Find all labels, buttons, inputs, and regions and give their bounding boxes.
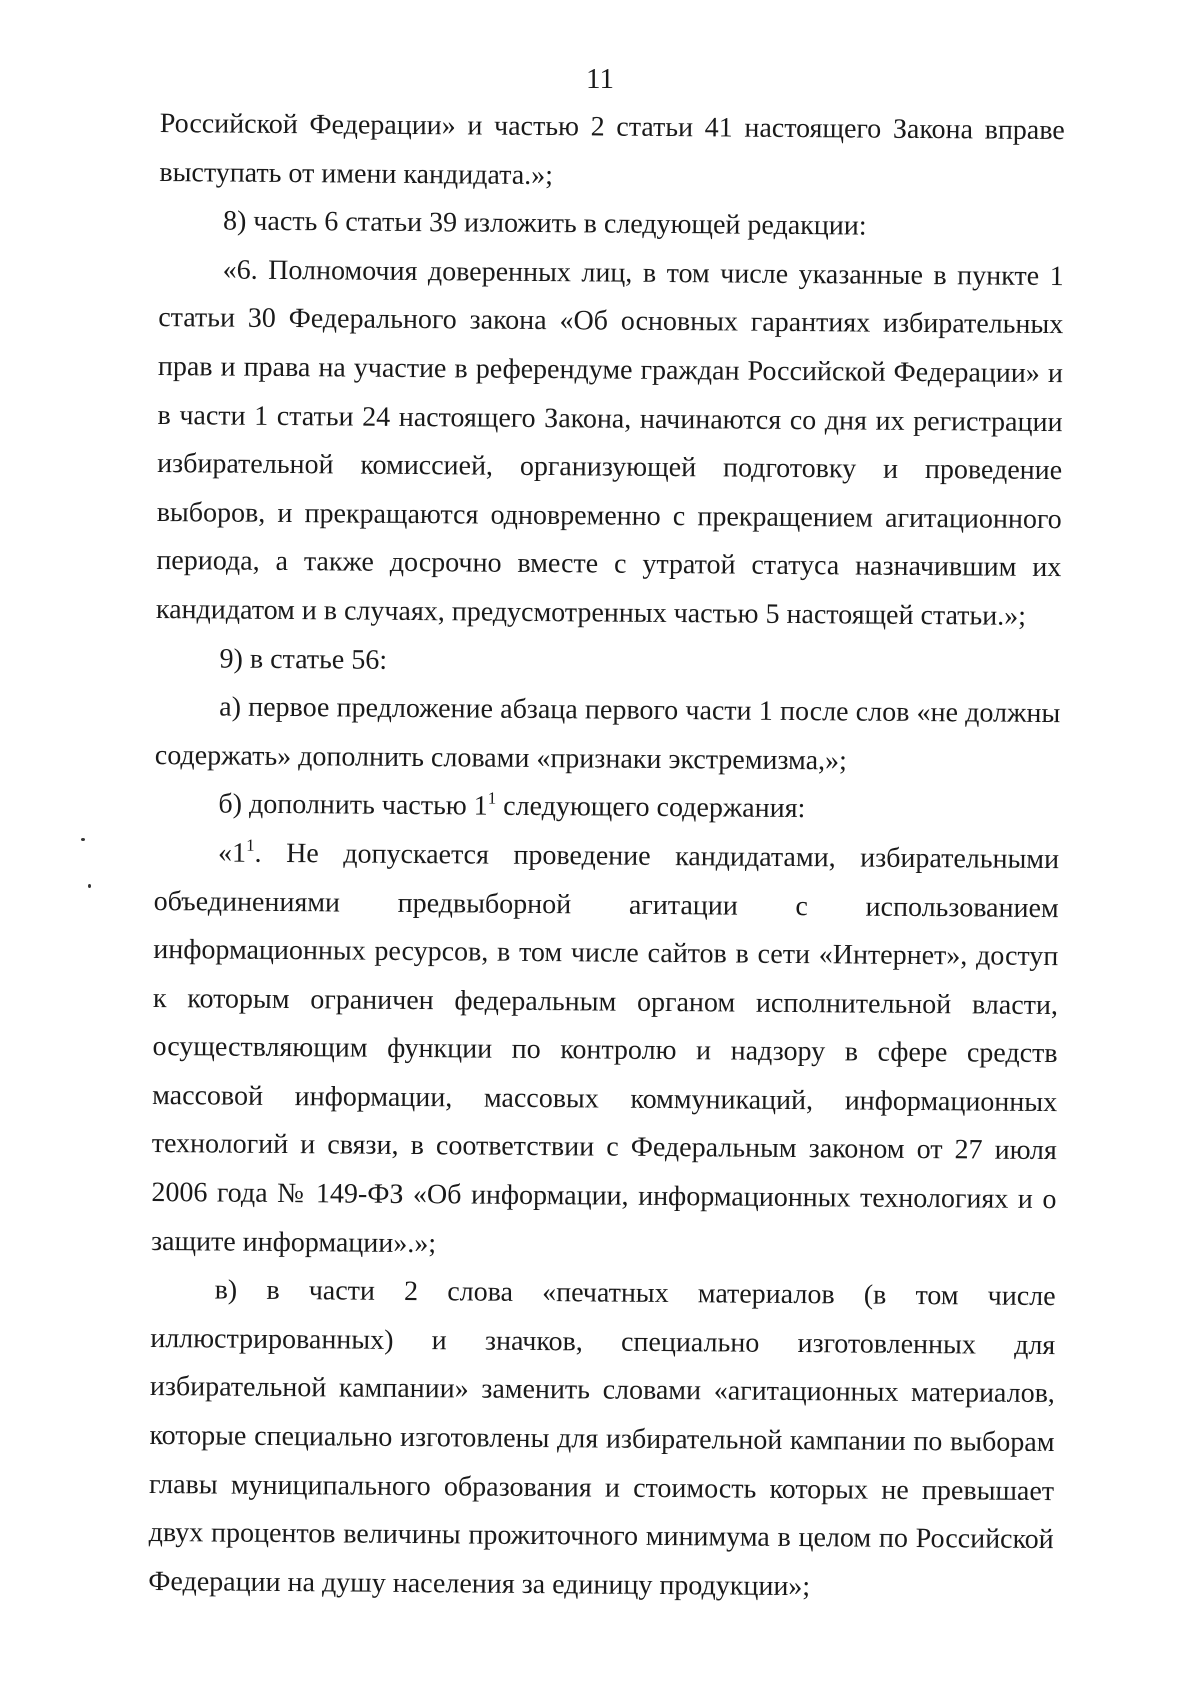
- paragraph-subitem-b-tail: следующего содержания:: [496, 790, 806, 825]
- paragraph-subitem-v: в) в части 2 слова «печатных материалов (в том числе иллюстрированных) и значков, специально изготовленных для избирательной кампании» заменить словами «агитационных материалов, которые специально изготовлены для избирательной кампании по выборам главы муниципального образования и стоимость которых не превышает двух процентов величины прожиточного минимума в целом по Российской Федерации на душу населения за единицу продукции»;: [148, 1274, 1056, 1602]
- paragraph-part-1-1-start: «1: [217, 837, 247, 869]
- paragraph-part-1-1-text: [151, 829, 1059, 1273]
- paragraph-subitem-a: а) первое предложение абзаца первого части 1 после слов «не должны содержать» дополнить словами «признаки экстремизма,»;: [154, 691, 1061, 777]
- scan-speck: [88, 884, 91, 888]
- paragraph-item-8: 8) часть 6 статьи 39 изложить в следующей редакции:: [222, 205, 867, 242]
- paragraph-part-1-1-body: . Не допускается проведение кандидатами, избирательными объединениями предвыборной агитации с использованием информационных ресурсов, в том числе сайтов в сети «Интернет», доступ к которым ограничен федеральным органом исполнительной власти, осуществляющим функции по контролю и надзору в сфере средств массовой информации, массовых коммуникаций, информационных технологий и связи, в соответствии с Федеральным законом от 27 июля 2006 года № 149-ФЗ «Об информации, информационных технологиях и о защите информации».»;: [150, 837, 1060, 1259]
- superscript-marker: 1: [246, 835, 255, 855]
- document-body: [148, 100, 1065, 1613]
- paragraph-subitem-b: [154, 780, 1059, 836]
- superscript-marker: 1: [487, 788, 497, 808]
- paragraph-continuation: Российской Федерации» и частью 2 статьи 41 настоящего Закона вправе выступать от имени кандидата.»;: [159, 107, 1065, 191]
- paragraph-item-9: 9) в статье 56:: [219, 643, 388, 676]
- scan-speck: [81, 838, 85, 841]
- paragraph-part-6-text: «6. Полномочия доверенных лиц, в том числе указанные в пункте 1 статьи 30 Федерального закона «Об основных гарантиях избирательных прав и права на участие в референдуме граждан Российской Федерации» и в части 1 статьи 24 настоящего Закона, начинаются со дня их регистрации избирательной комиссией, организующей подготовку и проведение выборов, и прекращаются одновременно с прекращением агитационного периода, а также досрочно вместе с утратой статуса назначившим их кандидатом и в случаях, предусмотренных частью 5 настоящей статьи.»;: [155, 254, 1064, 632]
- paragraph-subitem-b-text: б) дополнить частью 1: [218, 788, 488, 822]
- page-number: 11: [586, 63, 614, 95]
